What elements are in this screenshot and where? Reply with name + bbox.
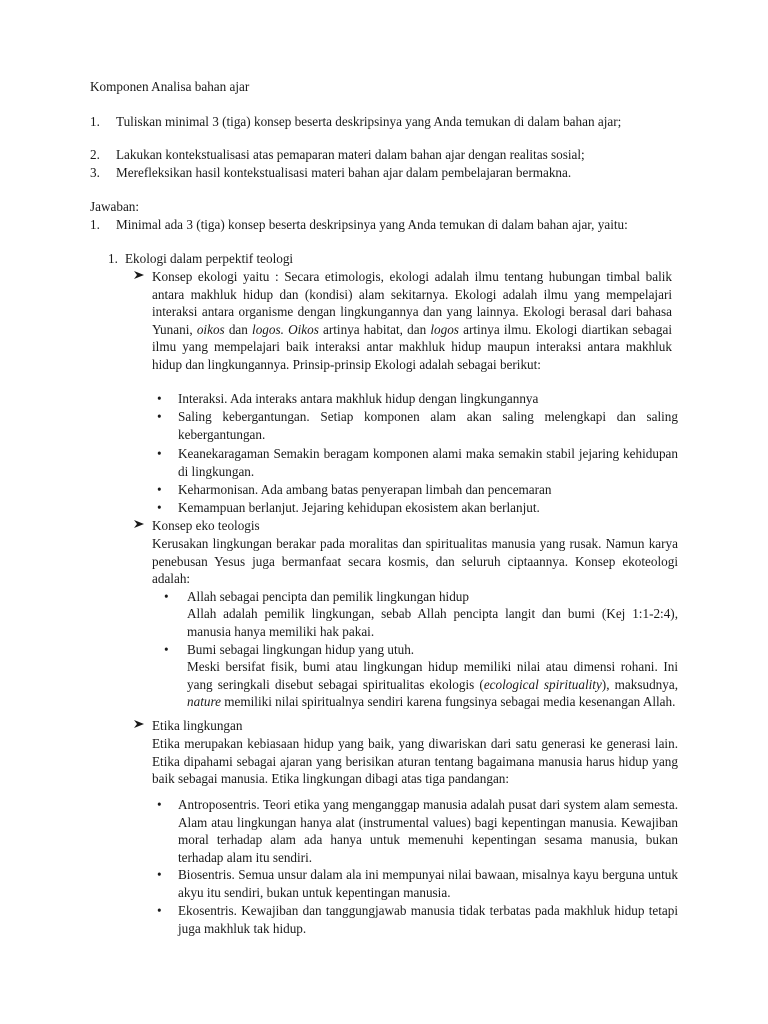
sub-title: Ekologi dalam perpektif teologi (125, 251, 294, 266)
ekoteologi-item-body: Meski bersifat fisik, bumi atau lingkungan hidup memiliki nilai atau dimensi rohani. Ini yang seringkali disebut sebagai spiritualitas ekologis (ecological spirituality), maksudnya, nature memiliki nilai spiritualnya sendiri karena fungsinya sebagai media kesenangan Allah. (187, 659, 679, 710)
jawaban-label: Jawaban: (90, 199, 140, 214)
etika-item: Ekosentris. Kewajiban dan tanggungjawab manusia tidak terbatas pada makhluk hidup tetapi juga makhluk tak hidup. (178, 903, 678, 936)
bullet-dot: • (157, 446, 162, 461)
task-text: Tuliskan minimal 3 (tiga) konsep beserta deskripsinya yang Anda temukan di dalam bahan ajar; (116, 114, 622, 129)
task-text: Lakukan kontekstualisasi atas pemaparan materi dalam bahan ajar dengan realitas sosial; (116, 147, 585, 162)
prinsip-item: Saling kebergantungan. Setiap komponen alam akan saling melengkapi dan saling kebergantungan. (178, 409, 678, 442)
bullet-dot: • (157, 867, 162, 882)
bullet-dot: • (157, 797, 162, 812)
etika-heading: Etika lingkungan (152, 718, 243, 733)
answer-number: 1. (90, 217, 100, 232)
sub-number: 1. (108, 251, 118, 266)
eko-teologis-heading: Konsep eko teologis (152, 518, 260, 533)
task-text: Merefleksikan hasil kontekstualisasi materi bahan ajar dalam pembelajaran bermakna. (116, 165, 572, 180)
prinsip-item: Keharmonisan. Ada ambang batas penyerapan limbah dan pencemaran (178, 482, 552, 497)
prinsip-item: Interaksi. Ada interaks antara makhluk hidup dengan lingkungannya (178, 391, 539, 406)
task-number: 3. (90, 165, 100, 180)
bullet-dot: • (164, 589, 169, 604)
arrow-bullet-icon (133, 268, 145, 286)
etika-paragraph: Etika merupakan kebiasaan hidup yang baik, yang diwariskan dari satu generasi ke generasi lain. Etika dipahami sebagai ajaran yang berisikan aturan tentang bagaimana manusia harus hidup yang baik sebagai manusia. Etika lingkungan dibagi atas tiga pandangan: (152, 736, 678, 787)
ekoteologi-item-heading: Allah sebagai pencipta dan pemilik lingkungan hidup (187, 589, 469, 604)
bullet-dot: • (157, 903, 162, 918)
answer-text: Minimal ada 3 (tiga) konsep beserta deskripsinya yang Anda temukan di dalam bahan ajar, yaitu: (116, 217, 628, 232)
document-title: Komponen Analisa bahan ajar (90, 79, 250, 94)
ekoteologi-item-body: Allah adalah pemilik lingkungan, sebab Allah pencipta langit dan bumi (Kej 1:1-2:4), manusia hanya memiliki hak pakai. (187, 606, 678, 639)
arrow-bullet-icon (133, 517, 145, 535)
bullet-dot: • (157, 500, 162, 515)
etika-item: Biosentris. Semua unsur dalam ala ini mempunyai nilai bawaan, misalnya kayu berguna untuk akyu itu sendiri, bukan untuk kepentingan manusia. (178, 867, 678, 900)
prinsip-item: Kemampuan berlanjut. Jejaring kehidupan ekosistem akan berlanjut. (178, 500, 540, 515)
etika-item: Antroposentris. Teori etika yang menganggap manusia adalah pusat dari system alam semesta. Alam atau lingkungan hanya alat (instrumental values) bagi kepentingan manusia. Kewajiban moral terhadap alam ada hanya untuk memenuhi kepentingan sesama manusia, bukan terhadap alam itu sendiri. (178, 797, 678, 865)
eko-teologis-paragraph: Kerusakan lingkungan berakar pada moralitas dan spiritualitas manusia yang rusak. Namun karya penebusan Yesus juga bermanfaat secara kosmis, dan seluruh ciptaannya. Konsep ekoteologi adalah: (152, 536, 678, 587)
bullet-dot: • (157, 482, 162, 497)
prinsip-item: Keanekaragaman Semakin beragam komponen alami maka semakin stabil jejaring kehidupan di lingkungan. (178, 446, 678, 479)
arrow-bullet-icon (133, 717, 145, 735)
bullet-dot: • (157, 409, 162, 424)
bullet-dot: • (157, 391, 162, 406)
konsep-ekologi-paragraph: Konsep ekologi yaitu : Secara etimologis, ekologi adalah ilmu tentang hubungan timbal balik antara makhluk hidup dan (kondisi) alam sekitarnya. Ekologi adalah ilmu yang mempelajari interaksi antara organisme dengan lingkungannya dan yang lainnya. Ekologi berasal dari bahasa Yunani, oikos dan logos. Oikos artinya habitat, dan logos artinya ilmu. Ekologi diartikan sebagai ilmu yang mempelajari baik interaksi antar makhluk hidup maupun interaksi antara makhluk hidup dan lingkungannya. Prinsip-prinsip Ekologi adalah sebagai berikut: (152, 269, 673, 372)
bullet-dot: • (164, 642, 169, 657)
ekoteologi-item-heading: Bumi sebagai lingkungan hidup yang utuh. (187, 642, 415, 657)
task-number: 1. (90, 114, 100, 129)
task-number: 2. (90, 147, 100, 162)
